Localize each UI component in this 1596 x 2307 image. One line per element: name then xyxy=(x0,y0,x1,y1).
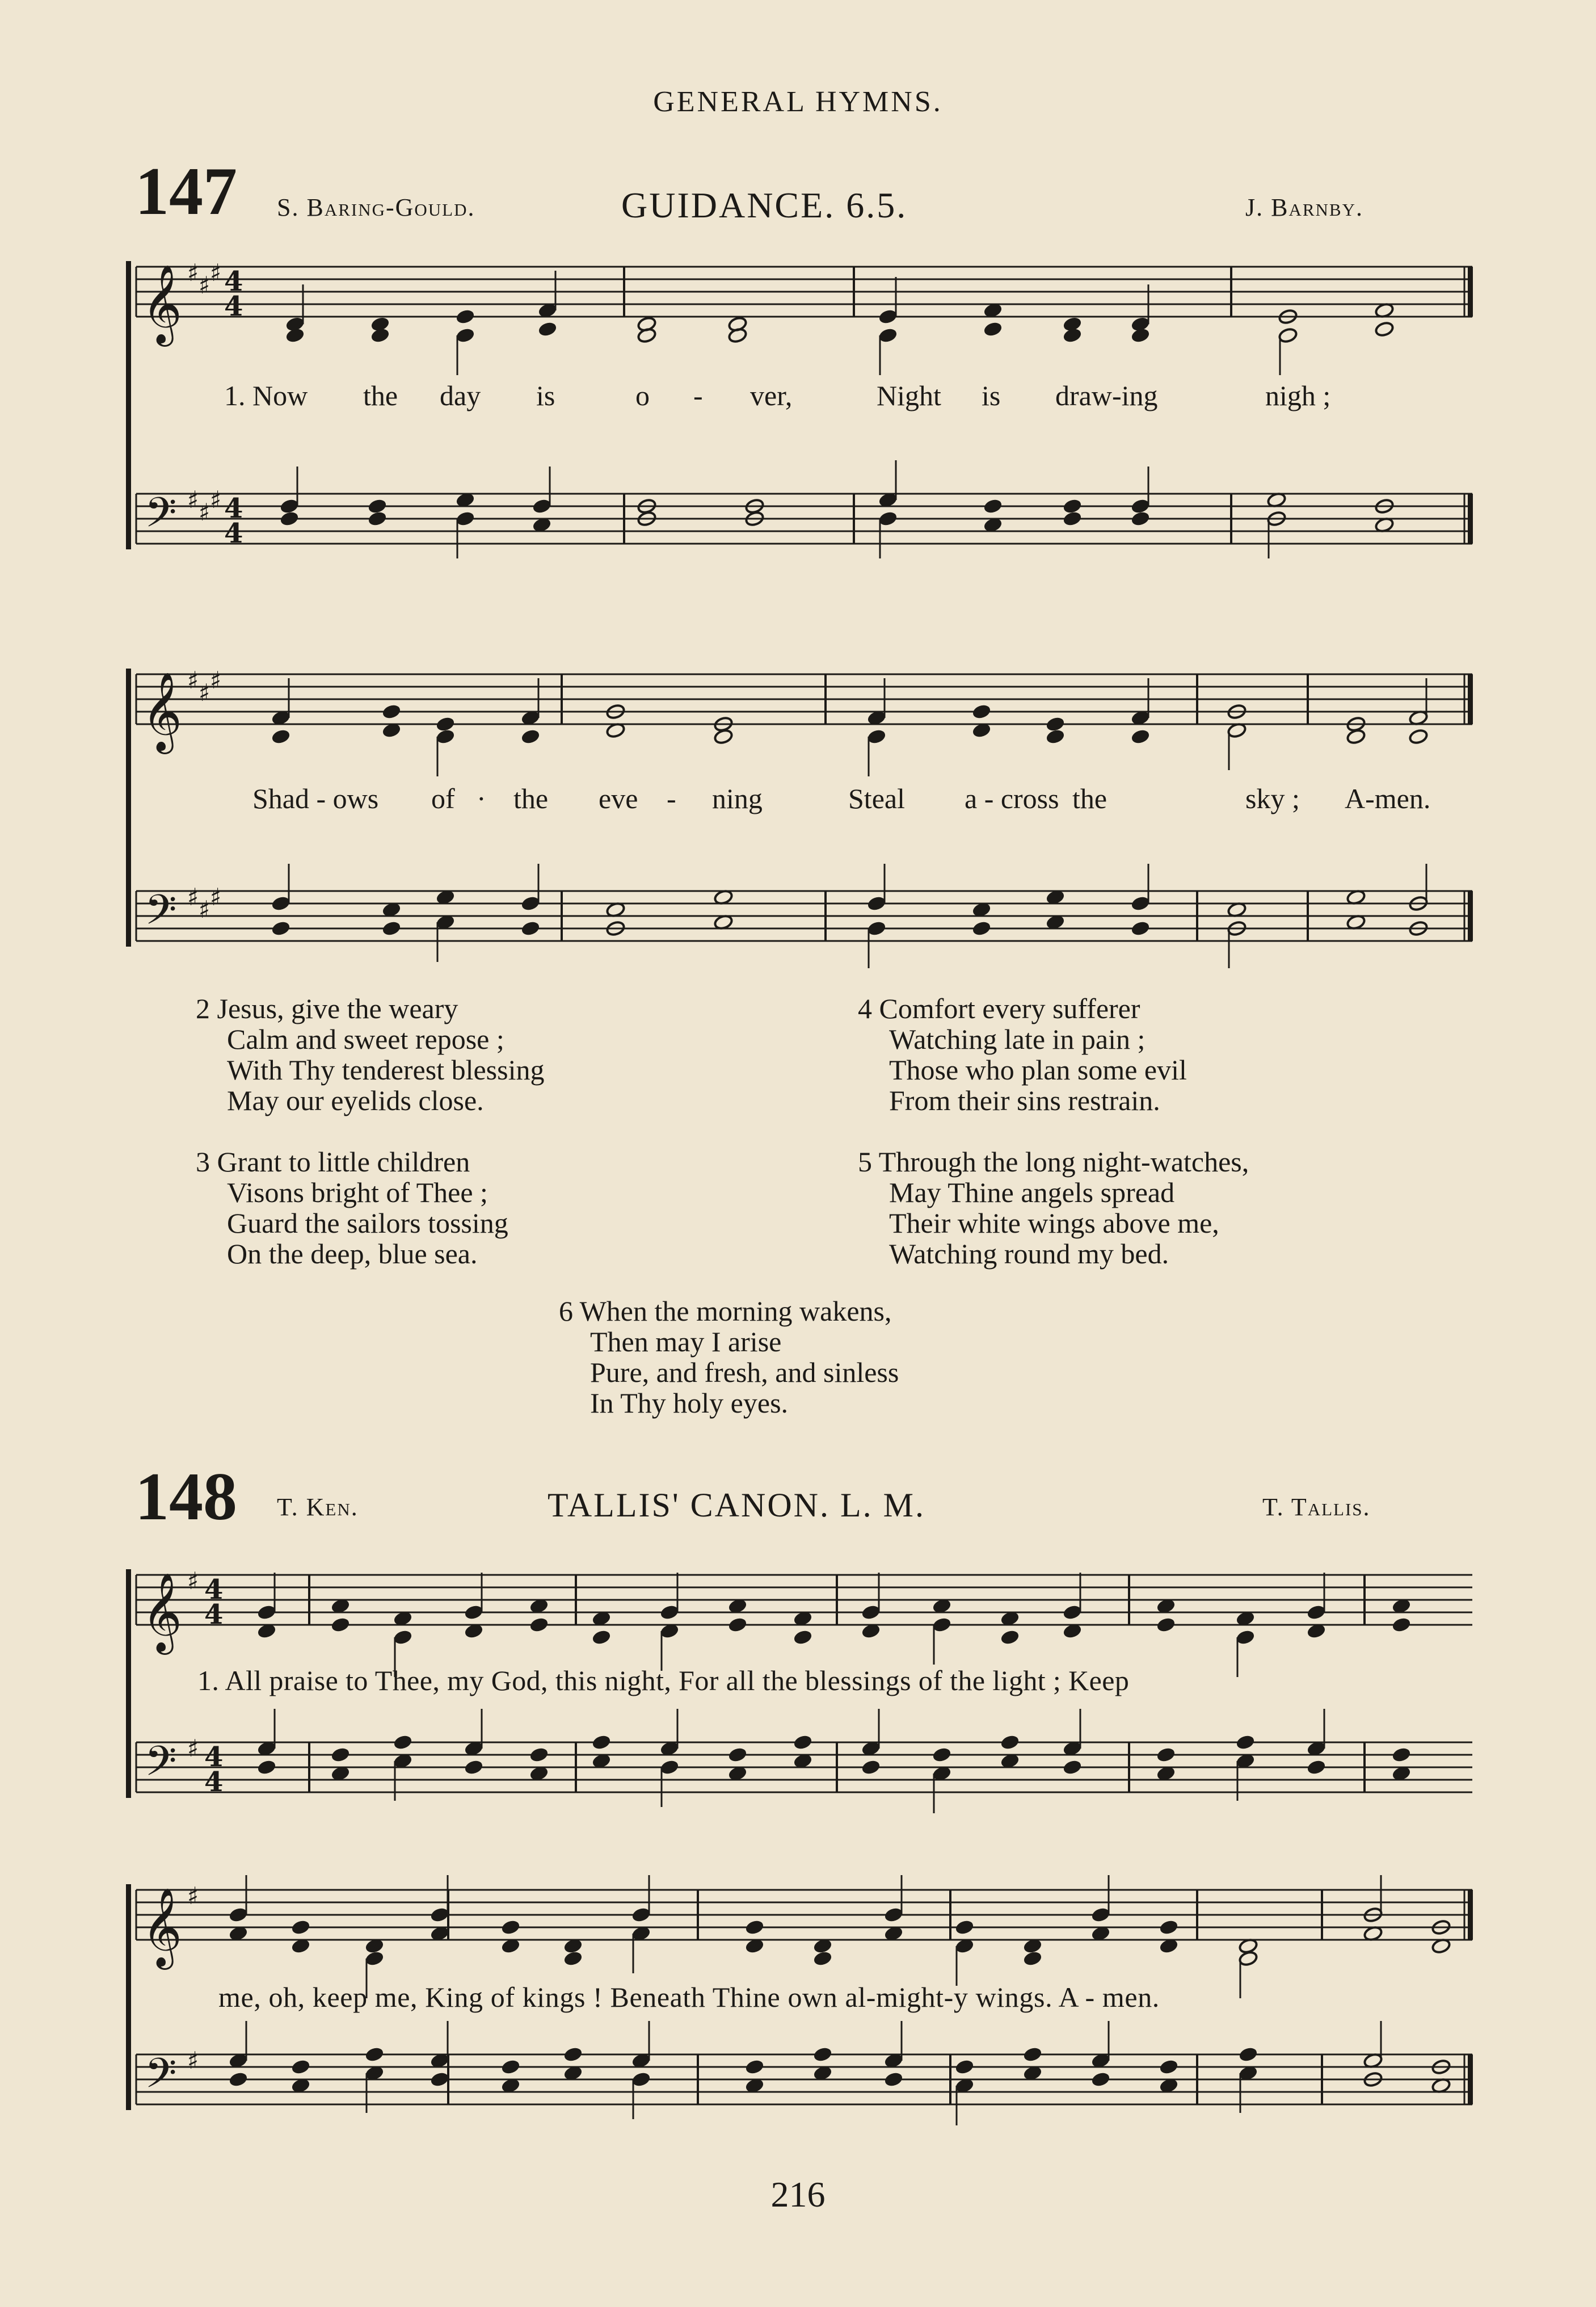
note-head xyxy=(1156,1746,1176,1763)
note-head xyxy=(367,510,387,527)
note-head xyxy=(1130,327,1150,343)
time-signature: 4 xyxy=(204,1741,224,1773)
note-head xyxy=(1062,327,1082,343)
hymn-147-tune: GUIDANCE. 6.5. xyxy=(621,185,908,225)
stanza-line: May our eyelids close. xyxy=(227,1085,484,1116)
bass-clef: 𝄢 xyxy=(145,2049,177,2107)
note-head xyxy=(1374,321,1394,337)
key-signature-sharp: ♯ xyxy=(199,271,210,300)
note-head xyxy=(370,327,390,343)
note-head xyxy=(520,728,540,745)
note-head xyxy=(883,2071,903,2087)
stanza-5 xyxy=(858,1146,1249,1269)
note-head xyxy=(1306,1759,1326,1775)
note-head xyxy=(1062,498,1082,514)
key-signature-sharp: ♯ xyxy=(210,883,222,911)
final-bar-line xyxy=(1468,267,1473,317)
note-head xyxy=(228,1906,248,1923)
final-bar-line xyxy=(1468,494,1473,544)
lyric-syllable: ver, xyxy=(750,380,793,411)
note-head xyxy=(393,1734,412,1750)
stanza-line: Watching round my bed. xyxy=(889,1238,1169,1270)
stanza-line: Then may I arise xyxy=(590,1326,782,1358)
note-head xyxy=(455,510,475,527)
note-head xyxy=(1062,1604,1082,1620)
lyric-syllable: is xyxy=(536,380,555,411)
treble-clef: 𝄞 xyxy=(142,672,182,751)
key-signature-sharp: ♯ xyxy=(187,883,199,911)
stanza-line: Through the long night-watches, xyxy=(878,1146,1249,1178)
note-head xyxy=(455,308,475,325)
stanza-line: Comfort every sufferer xyxy=(879,993,1140,1024)
note-head xyxy=(932,1616,951,1633)
note-head xyxy=(1306,1604,1326,1620)
note-head xyxy=(812,1950,832,1966)
lyric-syllable: nigh ; xyxy=(1265,380,1331,411)
lyric-syllable: sky ; xyxy=(1245,783,1300,814)
note-head xyxy=(1130,498,1150,514)
final-bar-line xyxy=(1468,674,1473,724)
note-head xyxy=(529,1616,549,1633)
key-signature-sharp: ♯ xyxy=(210,666,222,695)
note-head xyxy=(866,728,886,745)
note-head xyxy=(883,1906,903,1923)
note-head xyxy=(1022,2046,1042,2062)
key-signature-sharp: ♯ xyxy=(199,498,210,527)
note-head xyxy=(878,510,898,527)
lyric-syllable: of xyxy=(431,783,455,814)
note-head xyxy=(1159,1919,1178,1935)
lyric-syllable: a - cross xyxy=(965,783,1059,814)
time-signature: 4 xyxy=(224,518,243,549)
note-head xyxy=(866,895,886,911)
note-head xyxy=(1130,920,1150,936)
note-head xyxy=(878,327,898,343)
note-head xyxy=(364,2046,384,2062)
stanza-line: Grant to little children xyxy=(217,1146,470,1178)
note-head xyxy=(532,498,551,514)
note-head xyxy=(1156,1616,1176,1633)
note-head xyxy=(1090,2071,1110,2087)
bass-clef: 𝄢 xyxy=(145,885,177,944)
note-head xyxy=(983,321,1003,337)
lyric-syllable: - xyxy=(693,380,703,411)
key-signature-sharp: ♯ xyxy=(210,259,222,287)
key-signature-sharp: ♯ xyxy=(187,1734,199,1763)
stanza-2 xyxy=(196,993,544,1116)
lyric-syllable: the xyxy=(363,380,398,411)
time-signature: 4 xyxy=(224,291,243,322)
time-signature: 4 xyxy=(224,493,243,524)
lyric-syllable: - xyxy=(667,783,676,814)
note-head xyxy=(1090,1906,1110,1923)
stanza-line: Their white wings above me, xyxy=(889,1207,1219,1239)
note-head xyxy=(878,308,898,325)
note-head xyxy=(367,498,387,514)
time-signature: 4 xyxy=(204,1766,224,1798)
note-head xyxy=(1391,1746,1411,1763)
key-signature-sharp: ♯ xyxy=(187,259,199,287)
note-head xyxy=(932,1746,951,1763)
time-signature: 4 xyxy=(224,266,243,297)
note-head xyxy=(591,1734,611,1750)
note-head xyxy=(330,1746,350,1763)
stanza-number: 3 xyxy=(196,1146,210,1178)
system-bracket xyxy=(126,1884,131,2110)
final-bar-line xyxy=(1468,1890,1473,1940)
note-head xyxy=(1391,1616,1411,1633)
stanza-line: On the deep, blue sea. xyxy=(227,1238,478,1270)
lyric-syllable: · xyxy=(477,783,486,814)
note-head xyxy=(330,1616,350,1633)
note-head xyxy=(591,1629,611,1645)
treble-clef: 𝄞 xyxy=(142,264,182,343)
key-signature-sharp: ♯ xyxy=(199,679,210,707)
note-head xyxy=(520,895,540,911)
hymn-number-148: 148 xyxy=(135,1459,237,1534)
note-head xyxy=(1062,510,1082,527)
final-bar-line xyxy=(1468,891,1473,941)
note-head xyxy=(435,728,455,745)
system-bracket xyxy=(126,669,131,947)
note-head xyxy=(455,327,475,343)
note-head xyxy=(727,1746,747,1763)
final-bar-line xyxy=(1468,2054,1473,2104)
note-head xyxy=(1130,728,1150,745)
stanza-3 xyxy=(196,1146,508,1269)
stanza-number: 4 xyxy=(858,993,872,1024)
note-head xyxy=(1235,1734,1255,1750)
note-head xyxy=(285,327,305,343)
lyric-syllable: o xyxy=(635,380,650,411)
lyric-syllable: is xyxy=(982,380,1001,411)
hymn-148-composer: T. Tallis. xyxy=(1262,1493,1371,1521)
note-head xyxy=(744,1919,764,1935)
lyric-syllable: the xyxy=(1072,783,1107,814)
note-head xyxy=(279,510,299,527)
note-head xyxy=(1159,2058,1178,2075)
stanza-line: From their sins restrain. xyxy=(889,1085,1160,1116)
note-head xyxy=(256,1759,276,1775)
running-head: GENERAL HYMNS. xyxy=(653,86,943,118)
note-head xyxy=(256,1604,276,1620)
note-head xyxy=(1238,2046,1258,2062)
note-head xyxy=(954,1919,974,1935)
key-signature-sharp: ♯ xyxy=(187,1882,199,1910)
note-head xyxy=(1000,1734,1020,1750)
note-head xyxy=(1235,1629,1255,1645)
stanza-4 xyxy=(858,993,1187,1116)
note-head xyxy=(1045,728,1065,745)
lyric-syllable: Steal xyxy=(848,783,905,814)
note-head xyxy=(271,728,290,745)
note-head xyxy=(983,498,1003,514)
stanza-line: In Thy holy eyes. xyxy=(590,1387,789,1419)
lyric-syllable: 1. Now xyxy=(224,380,308,411)
note-head xyxy=(529,1746,549,1763)
lyric-syllable: Shad - ows xyxy=(252,783,379,814)
bass-clef: 𝄢 xyxy=(145,488,177,547)
bass-clef: 𝄢 xyxy=(145,1737,177,1795)
note-head xyxy=(744,2058,764,2075)
note-head xyxy=(1062,1759,1082,1775)
key-signature-sharp: ♯ xyxy=(199,896,210,924)
note-head xyxy=(1045,716,1065,732)
note-head xyxy=(381,703,401,720)
time-signature: 4 xyxy=(204,1574,224,1606)
note-head xyxy=(631,2071,651,2087)
key-signature-sharp: ♯ xyxy=(187,2047,199,2075)
treble-clef: 𝄞 xyxy=(142,1573,182,1652)
stanza-number: 2 xyxy=(196,993,210,1024)
hymn-148-lyric-line-2: me, oh, keep me, King of kings ! Beneath Thine own al-might-y wings. A - men. xyxy=(218,1981,1160,2013)
note-head xyxy=(971,703,991,720)
stanza-line: Jesus, give the weary xyxy=(217,993,458,1024)
note-head xyxy=(464,1604,483,1620)
note-head xyxy=(861,1759,881,1775)
note-head xyxy=(364,1950,384,1966)
note-head xyxy=(866,920,886,936)
note-head xyxy=(793,1734,812,1750)
hymn-148-lyric-line-1: 1. All praise to Thee, my God, this night, For all the blessings of the light ; Keep xyxy=(197,1665,1130,1696)
note-head xyxy=(464,1759,483,1775)
lyric-syllable: eve xyxy=(599,783,638,814)
note-head xyxy=(393,1629,412,1645)
note-head xyxy=(563,2046,583,2062)
note-head xyxy=(1022,1950,1042,1966)
note-head xyxy=(279,498,299,514)
note-head xyxy=(228,2071,248,2087)
note-head xyxy=(271,895,290,911)
note-head xyxy=(1130,510,1150,527)
system-bracket xyxy=(126,261,131,549)
key-signature-sharp: ♯ xyxy=(187,1567,199,1595)
lyric-syllable: A-men. xyxy=(1345,783,1431,814)
stanza-line: Calm and sweet repose ; xyxy=(227,1023,504,1055)
note-head xyxy=(1130,895,1150,911)
stanza-number: 5 xyxy=(858,1146,872,1178)
note-head xyxy=(271,920,290,936)
hymn-147-author: S. Baring-Gould. xyxy=(277,194,475,221)
lyric-syllable: the xyxy=(513,783,549,814)
stanza-line: Guard the sailors tossing xyxy=(227,1207,508,1239)
note-head xyxy=(1238,1950,1258,1966)
note-head xyxy=(1408,728,1428,745)
note-head xyxy=(659,1604,679,1620)
note-head xyxy=(1346,728,1366,745)
key-signature-sharp: ♯ xyxy=(210,486,222,514)
note-head xyxy=(435,716,455,732)
time-signature: 4 xyxy=(204,1599,224,1631)
note-head xyxy=(537,321,557,337)
note-head xyxy=(1278,327,1298,343)
note-head xyxy=(520,920,540,936)
stanza-line: Those who plan some evil xyxy=(889,1054,1187,1086)
note-head xyxy=(1000,1629,1020,1645)
lyric-syllable: Night xyxy=(877,380,941,411)
stanza-line: With Thy tenderest blessing xyxy=(227,1054,545,1086)
note-head xyxy=(971,920,991,936)
hymn-147-composer: J. Barnby. xyxy=(1245,194,1363,221)
note-head xyxy=(500,1919,520,1935)
stanza-line: When the morning wakens, xyxy=(579,1295,892,1327)
note-head xyxy=(290,1919,310,1935)
key-signature-sharp: ♯ xyxy=(187,486,199,514)
hymn-number-147: 147 xyxy=(135,153,237,229)
hymn-148-tune: TALLIS' CANON. L. M. xyxy=(548,1486,925,1524)
stanza-line: Watching late in pain ; xyxy=(889,1023,1146,1055)
lyric-syllable: day xyxy=(440,380,481,411)
stanza-line: Pure, and fresh, and sinless xyxy=(590,1356,899,1388)
system-bracket xyxy=(126,1569,131,1798)
key-signature-sharp: ♯ xyxy=(187,666,199,695)
hymn-148-author: T. Ken. xyxy=(277,1493,359,1521)
note-head xyxy=(631,1906,651,1923)
note-head xyxy=(563,1950,583,1966)
stanza-6 xyxy=(559,1296,899,1418)
note-head xyxy=(381,920,401,936)
note-head xyxy=(713,728,733,745)
note-head xyxy=(429,2071,449,2087)
stanza-line: May Thine angels spread xyxy=(889,1176,1175,1208)
note-head xyxy=(954,2058,974,2075)
note-head xyxy=(500,2058,520,2075)
lyric-syllable: ning xyxy=(712,783,763,814)
page-number: 216 xyxy=(770,2174,826,2214)
note-head xyxy=(812,2046,832,2062)
lyric-syllable: draw-ing xyxy=(1055,380,1158,411)
note-head xyxy=(659,1759,679,1775)
note-head xyxy=(429,1906,449,1923)
note-head xyxy=(290,2058,310,2075)
note-head xyxy=(793,1629,812,1645)
stanza-number: 6 xyxy=(559,1295,573,1327)
stanza-line: Visons bright of Thee ; xyxy=(227,1176,488,1208)
note-head xyxy=(861,1604,881,1620)
note-head xyxy=(727,1616,747,1633)
treble-clef: 𝄞 xyxy=(142,1888,182,1966)
